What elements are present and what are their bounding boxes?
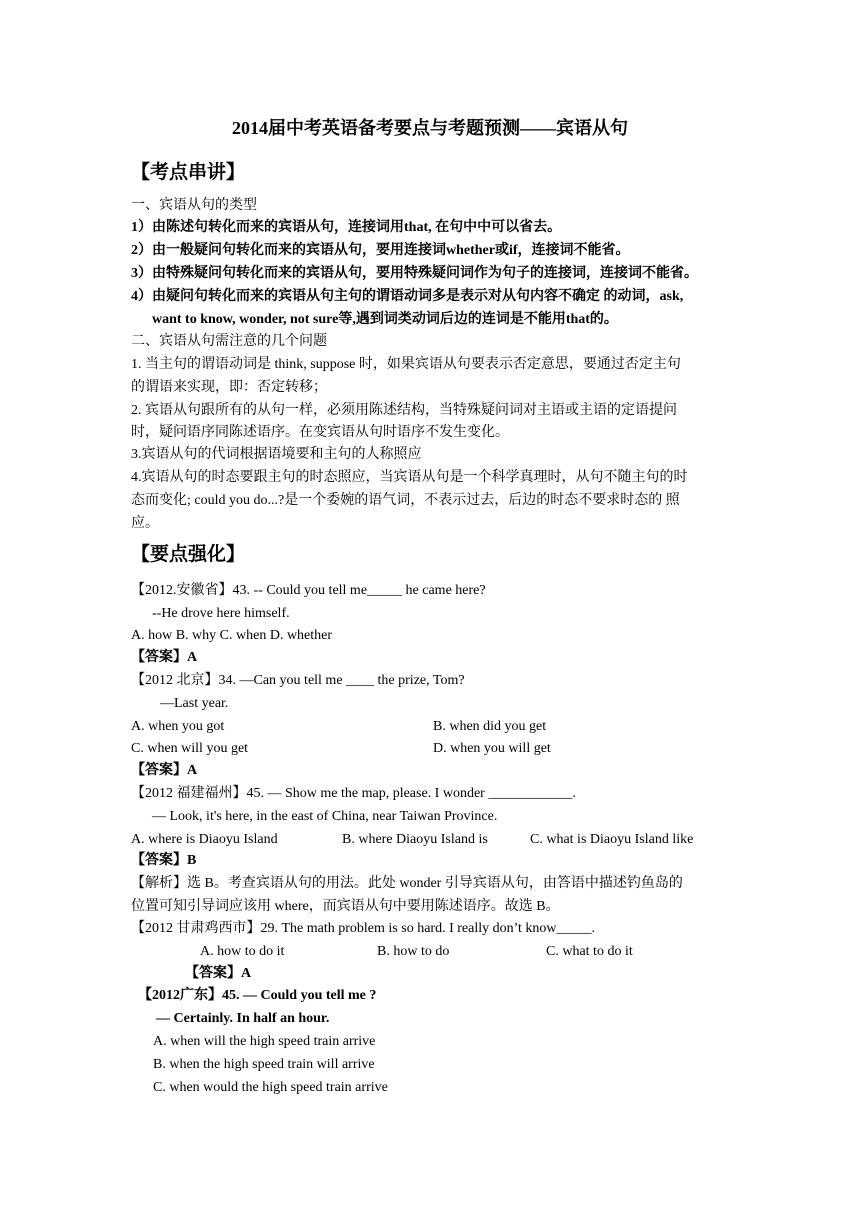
note-line-5: 3.宾语从句的代词根据语境要和主句的人称照应 [131,447,422,462]
question-5-reply: — Certainly. In half an hour. [156,1011,330,1026]
question-2-stem: 【2012 北京】34. —Can you tell me ____ the prize, Tom? [131,673,465,688]
question-5-stem: 【2012广东】45. — Could you tell me ? [138,988,377,1003]
question-2-option-b: B. when did you get [433,719,547,734]
question-3-analysis-2: 位置可知引导词应该用 where，而宾语从句中要用陈述语序。故选 B。 [131,899,560,914]
note-line-6: 4.宾语从句的时态要跟主句的时态照应，当宾语从句是一个科学真理时，从句不随主句的时 [131,470,688,485]
note-line-8: 应。 [131,516,159,531]
question-2-option-a: A. when you got [131,719,225,734]
note-line-4: 时，疑问语序同陈述语序。在变宾语从句时语序不发生变化。 [131,425,509,440]
question-1-options: A. how B. why C. when D. whether [131,628,333,643]
question-1-answer: 【答案】A [131,650,198,665]
question-3-stem: 【2012 福建福州】45. — Show me the map, please. I wonder ____________. [131,786,576,801]
question-3-analysis-1: 【解析】选 B。考查宾语从句的用法。此处 wonder 引导宾语从句，由答语中描述钓鱼岛的 [131,876,683,891]
section-heading-practice: 【要点强化】 [131,544,246,565]
part2-title: 二、宾语从句需注意的几个问题 [131,334,327,349]
question-4-stem: 【2012 甘肃鸡西市】29. The math problem is so hard. I really don’t know_____. [131,921,596,936]
question-5-option-c: C. when would the high speed train arrive [153,1080,388,1095]
question-4-option-a: A. how to do it [200,944,285,959]
type-item-2: 2）由一般疑问句转化而来的宾语从句，要用连接词whether或if，连接词不能省。 [131,243,630,258]
note-line-1: 1. 当主句的谓语动词是 think, suppose 时，如果宾语从句要表示否定意思，要通过否定主句 [131,357,681,372]
question-1-stem: 【2012.安徽省】43. -- Could you tell me_____ he came here? [131,583,486,598]
question-3-option-b: B. where Diaoyu Island is [342,832,488,847]
note-line-7: 态而变化; could you do...?是一个委婉的语气词，不表示过去，后边的时态不要求时态的 照 [131,493,680,508]
question-2-option-d: D. when you will get [433,741,551,756]
question-2-option-c: C. when will you get [131,741,249,756]
document-title: 2014届中考英语备考要点与考题预测——宾语从句 [232,118,628,138]
type-item-4-cont: want to know, wonder, not sure等,遇到词类动词后边的连词是不能用that的。 [152,312,618,327]
question-5-option-b: B. when the high speed train will arrive [153,1057,375,1072]
type-item-1: 1）由陈述句转化而来的宾语从句，连接词用that, 在句中中可以省去。 [131,220,562,235]
question-3-reply: — Look, it's here, in the east of China, near Taiwan Province. [152,809,498,824]
question-3-option-c: C. what is Diaoyu Island like [530,832,694,847]
question-5-option-a: A. when will the high speed train arrive [153,1034,376,1049]
type-item-4: 4）由疑问句转化而来的宾语从句主句的谓语动词多是表示对从句内容不确定 的动词，ask, [131,289,684,304]
question-2-reply: —Last year. [160,696,229,711]
question-1-reply: --He drove here himself. [152,606,290,621]
section-heading-key-points: 【考点串讲】 [131,162,246,183]
note-line-3: 2. 宾语从句跟所有的从句一样，必须用陈述结构，当特殊疑问词对主语或主语的定语提问 [131,403,677,418]
note-line-2: 的谓语来实现，即：否定转移； [131,380,327,395]
question-4-answer: 【答案】A [185,966,252,981]
type-item-3: 3）由特殊疑问句转化而来的宾语从句，要用特殊疑问词作为句子的连接词，连接词不能省。 [131,266,698,281]
question-2-answer: 【答案】A [131,763,198,778]
question-4-option-b: B. how to do [377,944,450,959]
part1-title: 一、宾语从句的类型 [131,198,257,213]
question-3-answer: 【答案】B [131,853,197,868]
question-4-option-c: C. what to do it [546,944,633,959]
question-3-option-a: A. where is Diaoyu Island [131,832,278,847]
